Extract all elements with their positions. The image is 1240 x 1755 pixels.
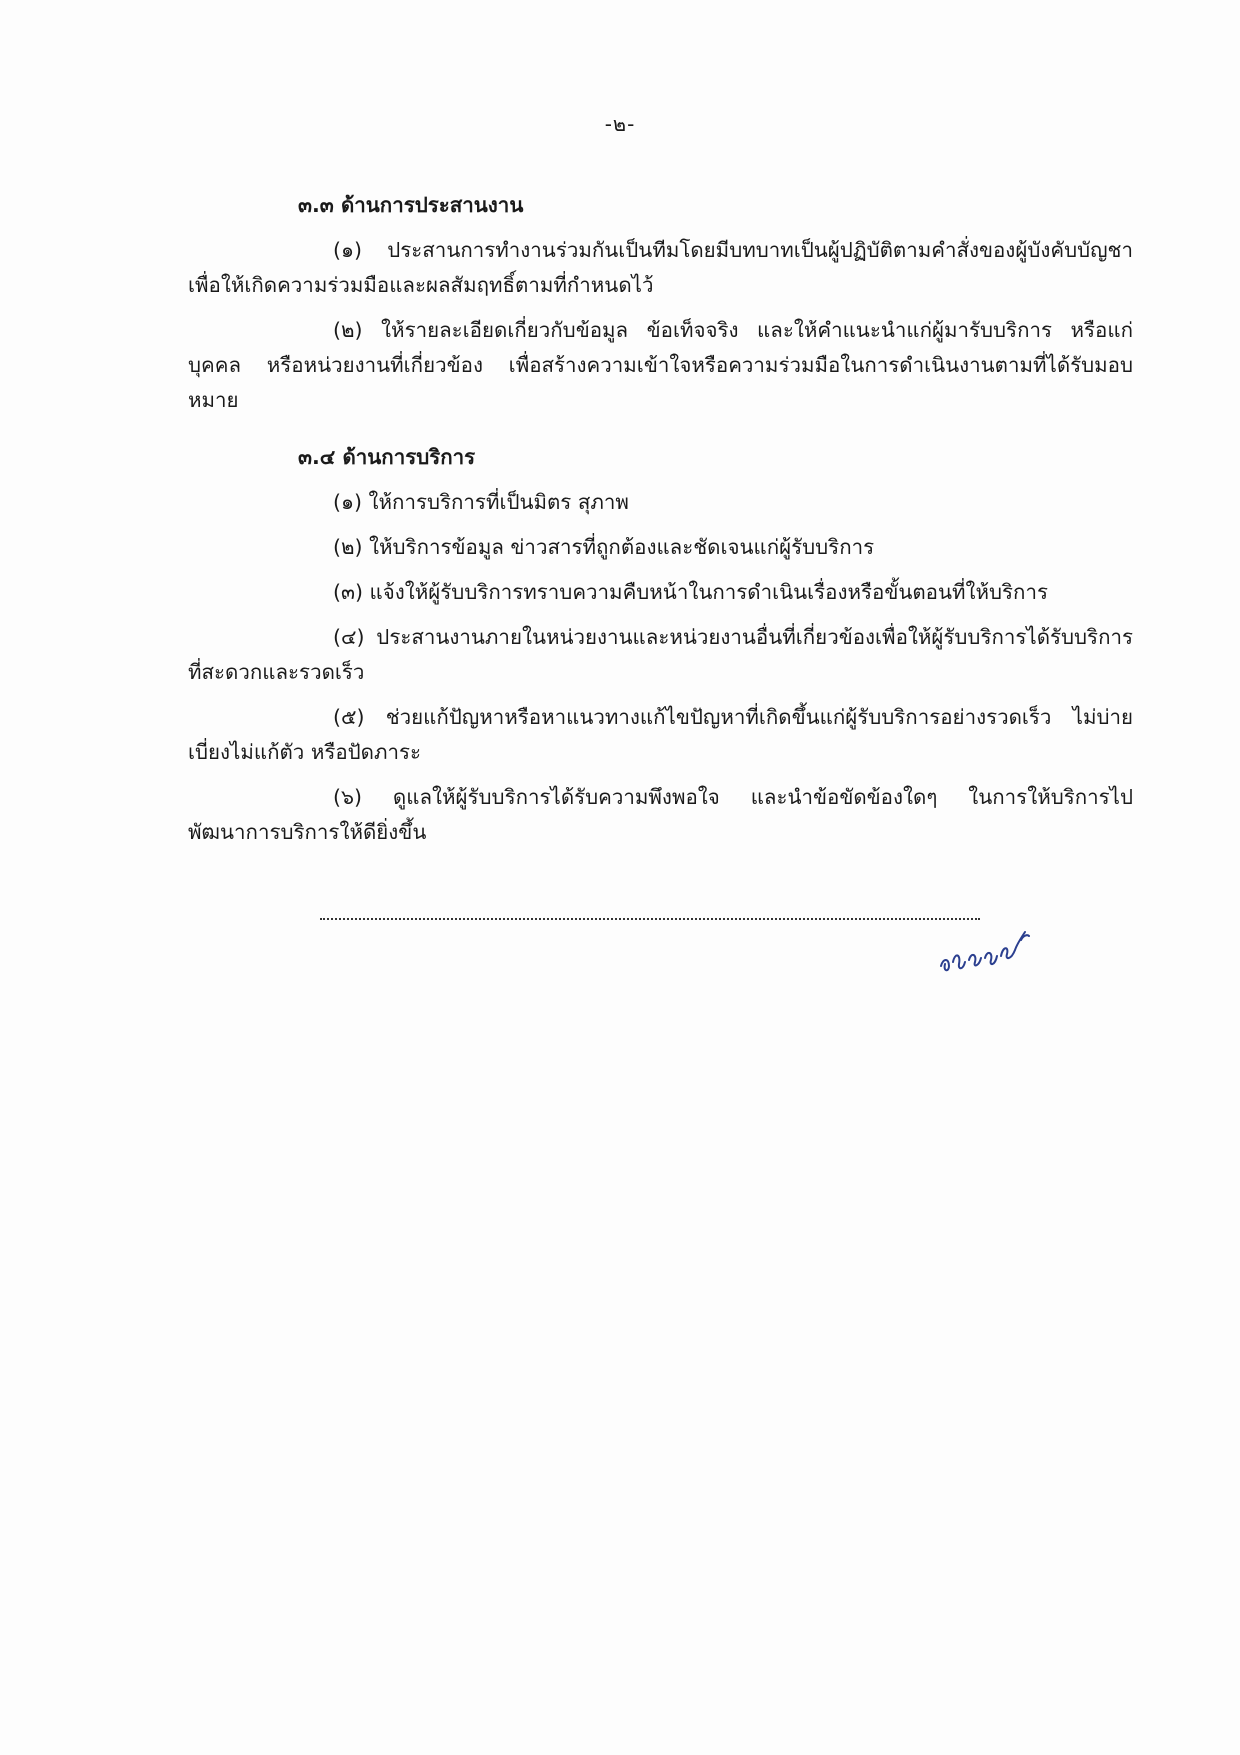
section-3-4-item-4: (๔) ประสานงานภายในหน่วยงานและหน่วยงานอื่นที่เกี่ยวข้องเพื่อให้ผู้รับบริการได้รับบริการที่สะดวกและรวดเร็ว	[188, 625, 1133, 684]
page-number: -๒-	[604, 112, 636, 136]
section-3-4-item-6: (๖) ดูแลให้ผู้รับบริการได้รับความพึงพอใจ และนำข้อขัดข้องใดๆ ในการให้บริการไปพัฒนาการบริการให้ดียิ่งขึ้น	[188, 785, 1133, 844]
signature-line	[320, 918, 980, 920]
section-3-4-item-5: (๕) ช่วยแก้ปัญหาหรือหาแนวทางแก้ไขปัญหาที่เกิดขึ้นแก่ผู้รับบริการอย่างรวดเร็ว ไม่บ่ายเบี่ยงไม่แก้ตัว หรือปัดภาระ	[188, 705, 1133, 764]
signature-block	[320, 900, 1000, 990]
section-3-4-item-2: (๒) ให้บริการข้อมูล ข่าวสารที่ถูกต้องและชัดเจนแก่ผู้รับบริการ	[333, 535, 875, 559]
section-heading-3-3: ๓.๓ ด้านการประสานงาน	[298, 193, 524, 217]
section-heading-3-4: ๓.๔ ด้านการบริการ	[298, 445, 476, 469]
handwritten-signature	[935, 922, 1035, 982]
section-3-4-item-1: (๑) ให้การบริการที่เป็นมิตร สุภาพ	[333, 490, 629, 514]
section-3-4-item-3: (๓) แจ้งให้ผู้รับบริการทราบความคืบหน้าในการดำเนินเรื่องหรือขั้นตอนที่ให้บริการ	[333, 580, 1048, 604]
document-body	[188, 188, 1133, 860]
section-3-3-item-2: (๒) ให้รายละเอียดเกี่ยวกับข้อมูล ข้อเท็จจริง และให้คำแนะนำแก่ผู้มารับบริการ หรือแก่บุคคล หรือหน่วยงานที่เกี่ยวข้อง เพื่อสร้างความเข้าใจหรือความร่วมมือในการดำเนินงานตามที่ได้รับมอบหมาย	[188, 318, 1133, 412]
section-3-3-item-1: (๑) ประสานการทำงานร่วมกันเป็นทีมโดยมีบทบาทเป็นผู้ปฏิบัติตามคำสั่งของผู้บังคับบัญชา เพื่อให้เกิดความร่วมมือและผลสัมฤทธิ์ตามที่กำหนดไว้	[188, 238, 1133, 297]
